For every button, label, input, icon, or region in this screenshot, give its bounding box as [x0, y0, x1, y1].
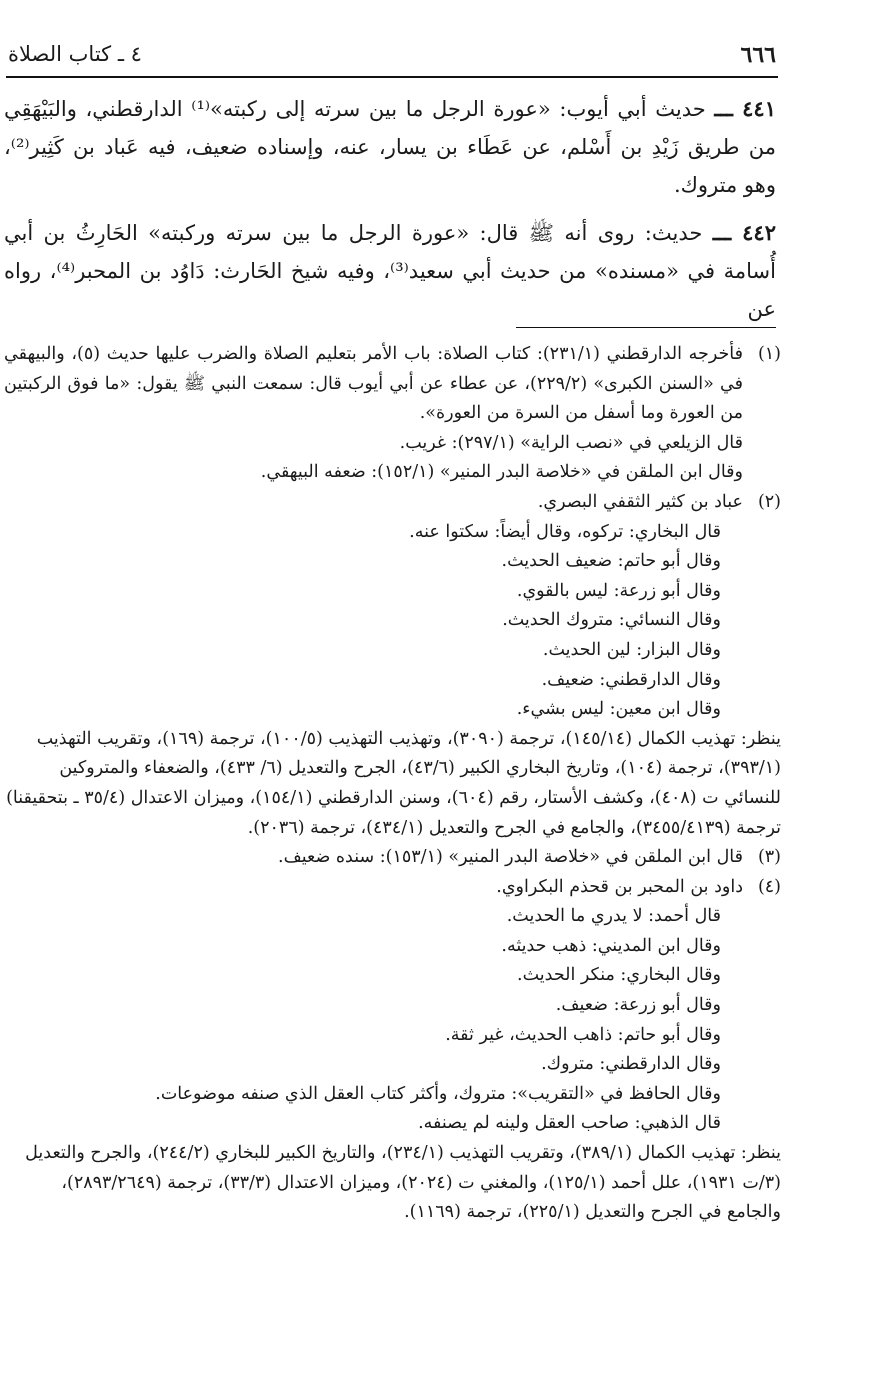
footnote-line: وقال ابن المديني: ذهب حديثه. [501, 935, 721, 956]
hadith-paragraph-441 [4, 90, 776, 204]
page-header [8, 40, 776, 74]
footnote-line: وقال ابن الملقن في «خلاصة البدر المنير» (١٥٢/١): ضعفه البيهقي. [260, 462, 743, 483]
footnote-line: وقال أبو حاتم: ضعيف الحديث. [501, 551, 721, 572]
hadith-number: ٤٤١ ـــ [714, 96, 776, 121]
hadith-text: حديث: روى أنه ﷺ قال: «عورة الرجل ما بين سرته وركبته» الحَارِثُ بن أبي أُسامة في «مسنده» من حديث أبي سعيد⁽³⁾، وفيه شيخ الحَارث: دَاوُد بن المحبر⁽⁴⁾، رواه عن [4, 221, 776, 321]
footnote-line: عباد بن كثير الثقفي البصري. [537, 491, 743, 512]
footnotes [4, 340, 781, 1228]
footnote-2 [4, 488, 781, 725]
footnote-marker: (٣) [757, 847, 781, 868]
footnote-line: وقال الدارقطني: متروك. [541, 1054, 721, 1075]
footnote-line: وقال النسائي: متروك الحديث. [502, 610, 721, 631]
footnote-line: قال الزيلعي في «نصب الراية» (٢٩٧/١): غريب. [399, 432, 743, 453]
footnote-marker: (٤) [757, 876, 781, 897]
footnote-references: ينظر: تهذيب الكمال (١٤٥/١٤)، ترجمة (٣٠٩٠)، وتهذيب التهذيب (١٠٠/٥)، ترجمة (١٦٩)، وتقريب التهذيب (٣٩٣/١)، ترجمة (١٠٤)، وتاريخ البخاري الكبير (٤٣/٦)، الجرح والتعديل (٦/ ٤٣٣)، والضعفاء والمتروكين للنسائي ت (٤٠٨)، وكشف الأستار، رقم (٦٠٤)، وسنن الدارقطني (١٥٤/١)، وميزان الاعتدال (٣٥/٤ ـ بتحقيقنا) ترجمة (٣٤٥٥/٤١٣٩)، والجامع في الجرح والتعديل (٤٣٤/١)، ترجمة (٢٠٣٦). [6, 728, 781, 838]
footnote-line: وقال أبو حاتم: ذاهب الحديث، غير ثقة. [445, 1024, 721, 1045]
footnote-line: فأخرجه الدارقطني (٢٣١/١): كتاب الصلاة: باب الأمر بتعليم الصلاة والضرب عليها حديث (٥)، والبيهقي في «السنن الكبرى» (٢٢٩/٢)، عن عطاء عن أبي أيوب قال: سمعت النبي ﷺ يقول: «ما فوق الركبتين من العورة وما أسفل من السرة من العورة». [4, 344, 744, 424]
footnote-marker: (١) [757, 344, 781, 364]
footnote-references: ينظر: تهذيب الكمال (٣٨٩/١)، وتقريب التهذيب (٢٣٤/١)، والتاريخ الكبير للبخاري (٢٤٤/٢)، والجرح والتعديل (٣/ت ١٩٣١)، علل أحمد (١٢٥/١)، والمغني ت (٢٠٢٤)، وميزان الاعتدال (٣٣/٣)، ترجمة (٢٨٩٣/٢٦٤٩)، والجامع في الجرح والتعديل (٢٢٥/١)، ترجمة (١١٦٩). [25, 1143, 781, 1223]
footnote-line: قال ابن الملقن في «خلاصة البدر المنير» (١٥٣/١): سنده ضعيف. [278, 847, 743, 868]
footnote-separator [516, 327, 776, 328]
footnote-line: قال أحمد: لا يدري ما الحديث. [506, 906, 721, 927]
footnote-line: داود بن المحبر بن قحذم البكراوي. [496, 876, 743, 897]
hadith-text: حديث أبي أيوب: «عورة الرجل ما بين سرته إلى ركبته»⁽¹⁾ الدارقطني، والبَيْهَقِي من طريق زَيْدِ بن أَسْلم، عن عَطَاء بن يسار، عنه، وإسناده ضعيف، فيه عَباد بن كَثِير⁽²⁾، وهو متروك. [4, 97, 776, 197]
running-title: ٤ ـ كتاب الصلاة [8, 42, 142, 66]
footnote-line: وقال البزار: لين الحديث. [542, 639, 721, 660]
footnote-line: وقال الدارقطني: ضعيف. [541, 669, 721, 690]
footnote-3 [4, 843, 781, 873]
footnote-line: قال الذهبي: صاحب العقل ولينه لم يصنفه. [418, 1113, 721, 1134]
footnote-line: قال البخاري: تركوه، وقال أيضاً: سكتوا عنه. [409, 521, 721, 542]
footnote-4 [4, 873, 781, 1139]
hadith-paragraph-442 [4, 214, 776, 328]
footnote-line: وقال أبو زرعة: ليس بالقوي. [516, 580, 721, 601]
footnote-marker: (٢) [757, 491, 781, 512]
hadith-number: ٤٤٢ ـــ [712, 220, 776, 245]
footnote-1 [4, 340, 781, 488]
main-text [4, 90, 776, 328]
footnote-line: وقال ابن معين: ليس بشيء. [516, 699, 721, 720]
footnote-line: وقال البخاري: منكر الحديث. [517, 965, 721, 986]
footnote-line: وقال الحافظ في «التقريب»: متروك، وأكثر كتاب العقل الذي صنفه موضوعات. [155, 1083, 721, 1104]
header-rule [6, 76, 778, 78]
footnote-line: وقال أبو زرعة: ضعيف. [555, 995, 721, 1016]
page-number: ٦٦٦ [740, 42, 776, 68]
